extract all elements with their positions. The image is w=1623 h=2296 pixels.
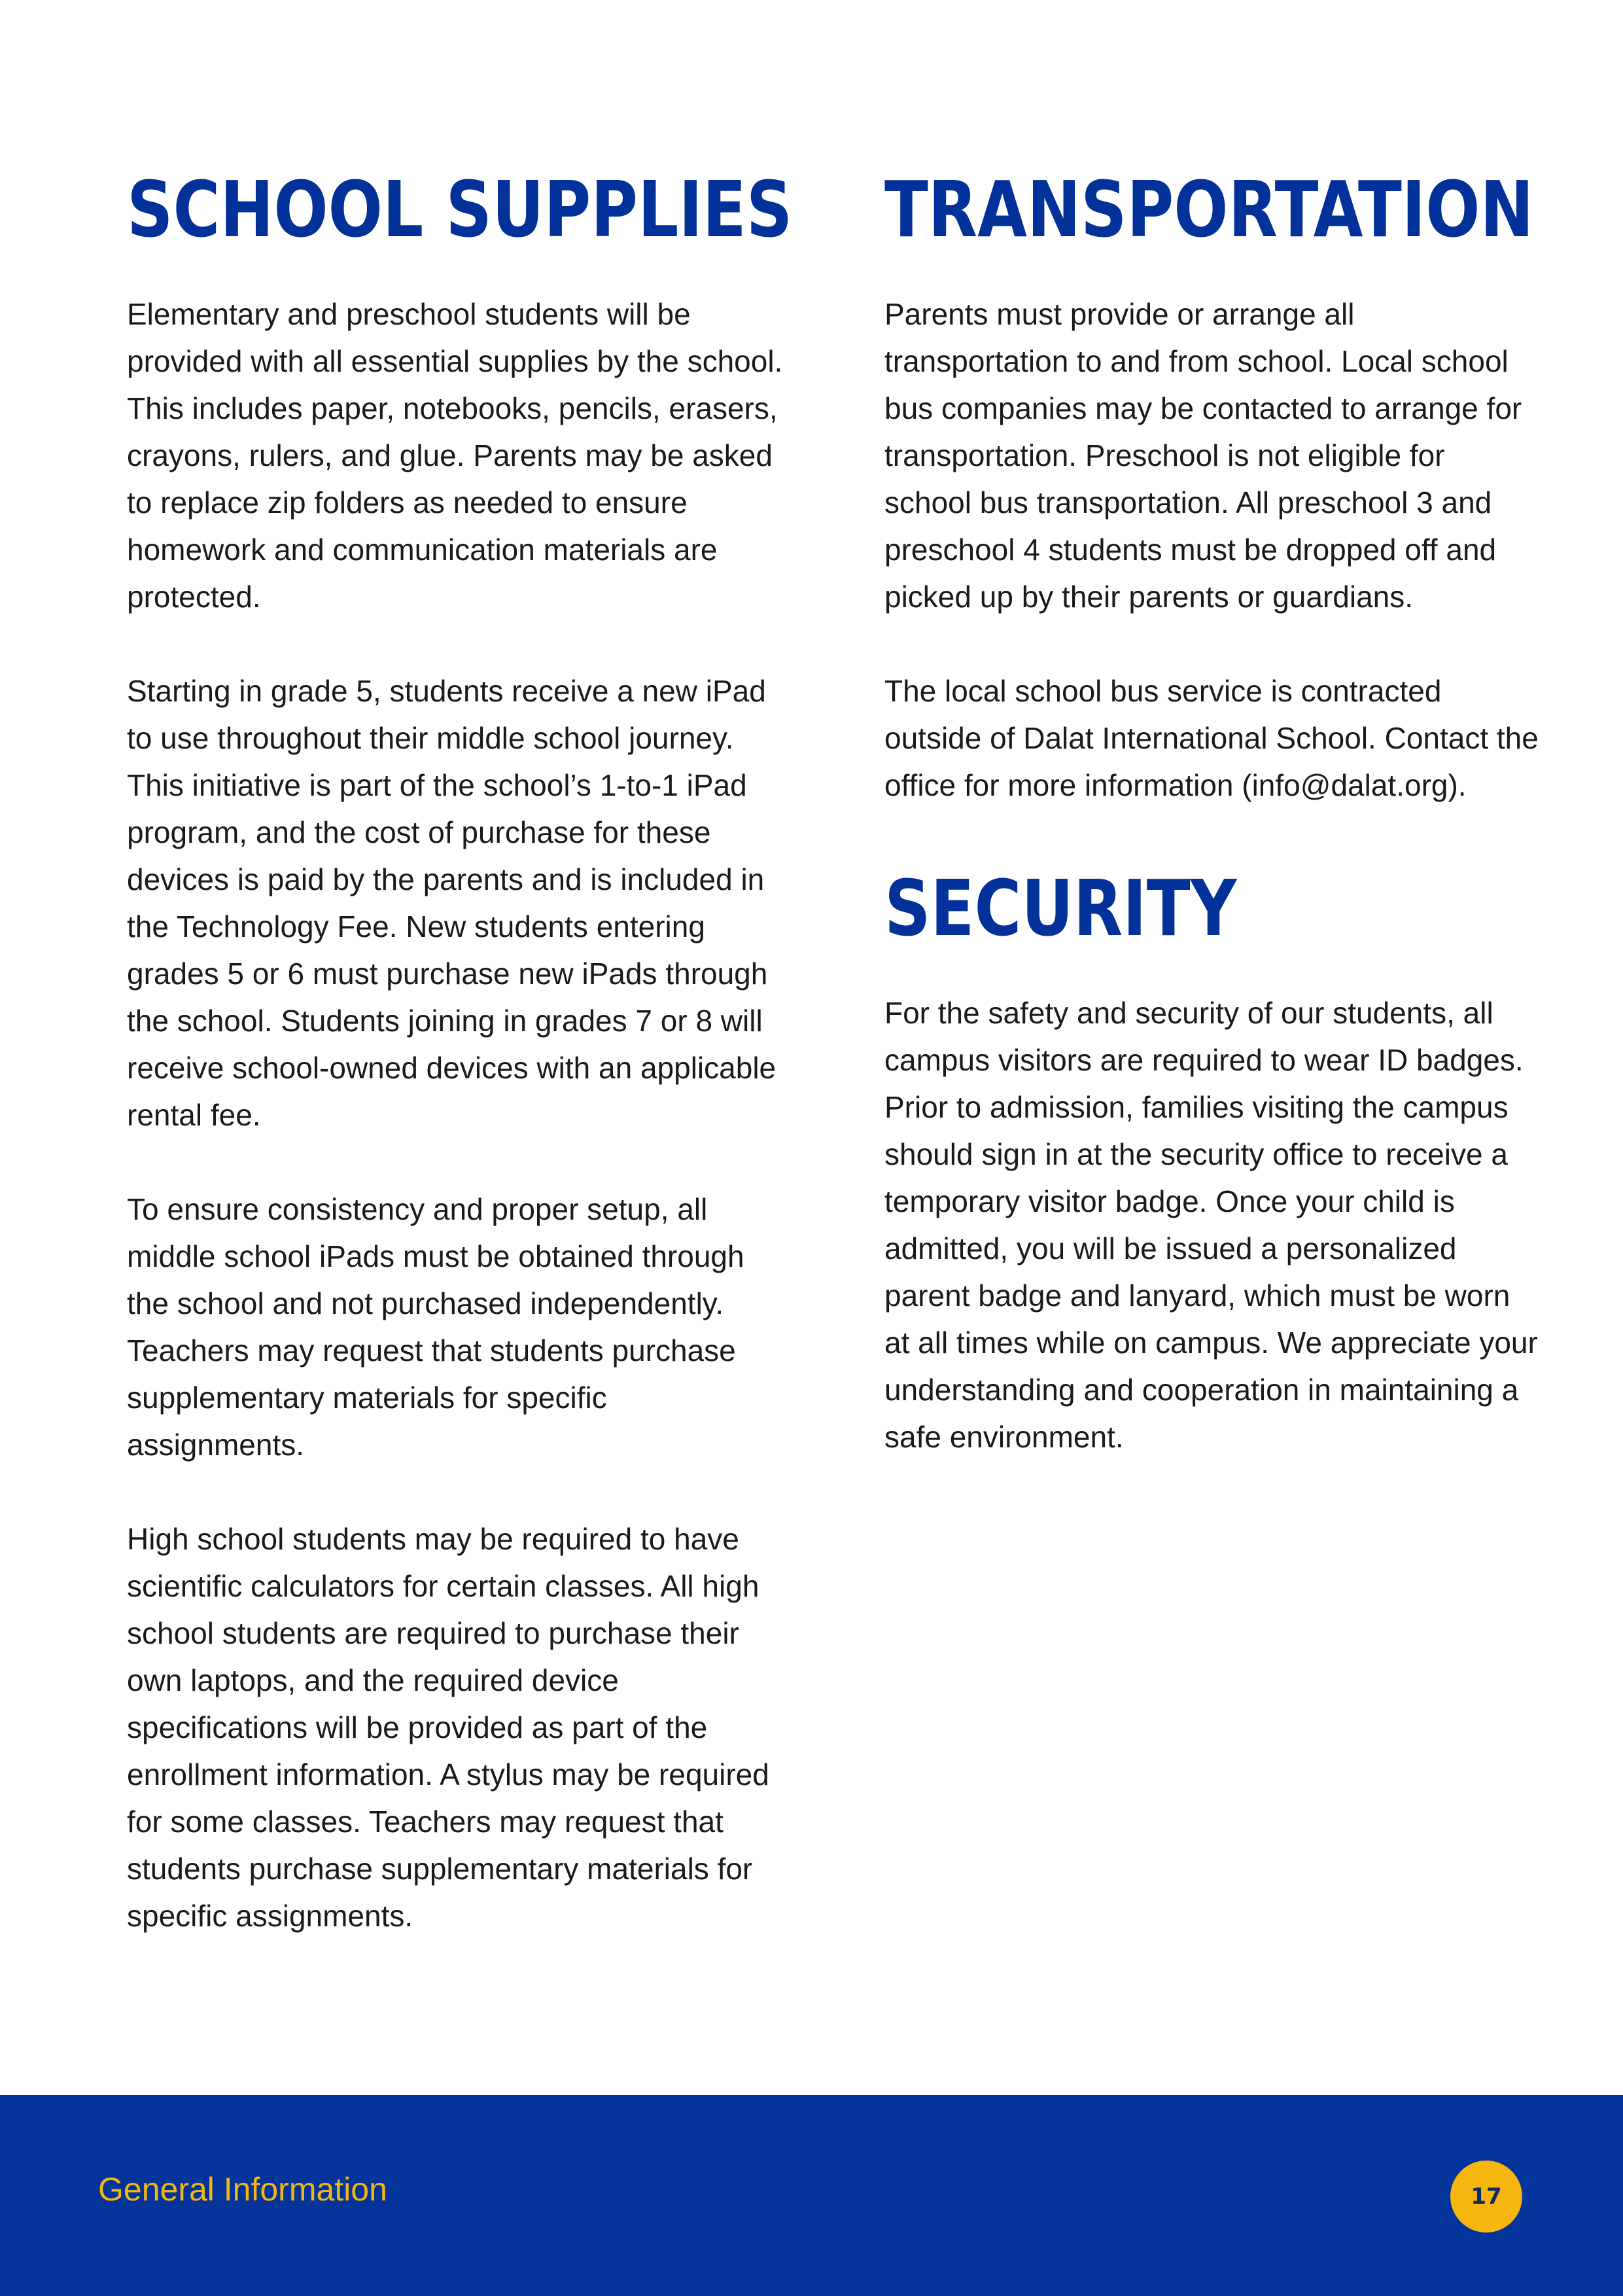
school-supplies-heading: SCHOOL SUPPLIES <box>127 164 793 255</box>
page-footer <box>0 2095 1623 2296</box>
transportation-heading: TRANSPORTATION <box>884 164 1534 255</box>
school-supplies-paragraph: Elementary and preschool students will be provided with all essential supplies by the school. This includes paper, notebooks, pencils, erasers, crayons, rulers, and glue. Parents may be asked to replace zip folders as needed to ensure homework and communication materials are protected. <box>127 297 783 614</box>
transportation-body <box>884 291 1539 809</box>
school-supplies-paragraph: To ensure consistency and proper setup, all middle school iPads must be obtained through the school and not purchased independently. Teachers may request that students purchase supplementary materials for specific assignments. <box>127 1192 744 1462</box>
school-supplies-paragraph: Starting in grade 5, students receive a new iPad to use throughout their middle school journey. This initiative is part of the school’s 1-to-1 iPad program, and the cost of purchase for these devices is paid by the parents and is included in the Technology Fee. New students entering grades 5 or 6 must purchase new iPads through the school. Students joining in grades 7 or 8 will receive school-owned devices with an applicable rental fee. <box>127 674 777 1132</box>
security-heading: SECURITY <box>884 863 1237 953</box>
left-column <box>127 164 793 1939</box>
right-column <box>884 164 1539 1460</box>
security-section <box>884 862 1539 1460</box>
transportation-paragraph: The local school bus service is contracted outside of Dalat International School. Contact the office for more information (info@dalat.org). <box>884 674 1539 802</box>
section-spacer <box>884 809 1539 862</box>
school-supplies-paragraph: High school students may be required to have scientific calculators for certain classes. All high school students are required to purchase their own laptops, and the required device specifications will be provided as part of the enrollment information. A stylus may be required for some classes. Teachers may request that students purchase supplementary materials for specific assignments. <box>127 1522 769 1933</box>
transportation-paragraph: Parents must provide or arrange all transportation to and from school. Local school bus companies may be contacted to arrange for transportation. Preschool is not eligible for school bus transportation. All preschool 3 and preschool 4 students must be dropped off and picked up by their parents or guardians. <box>884 297 1522 614</box>
school-supplies-section <box>127 164 793 1939</box>
security-body <box>884 989 1539 1460</box>
security-paragraph: For the safety and security of our students, all campus visitors are required to wear ID badges. Prior to admission, families visiting the campus should sign in at the security office to receive a temporary visitor badge. Once your child is admitted, you will be issued a personalized parent badge and lanyard, which must be worn at all times while on campus. We appreciate your understanding and cooperation in maintaining a safe environment. <box>884 996 1538 1454</box>
page-number-badge: 17 <box>1450 2161 1522 2233</box>
transportation-section <box>884 164 1539 809</box>
footer-section-label: General Information <box>98 2171 387 2208</box>
school-supplies-body <box>127 291 788 1939</box>
